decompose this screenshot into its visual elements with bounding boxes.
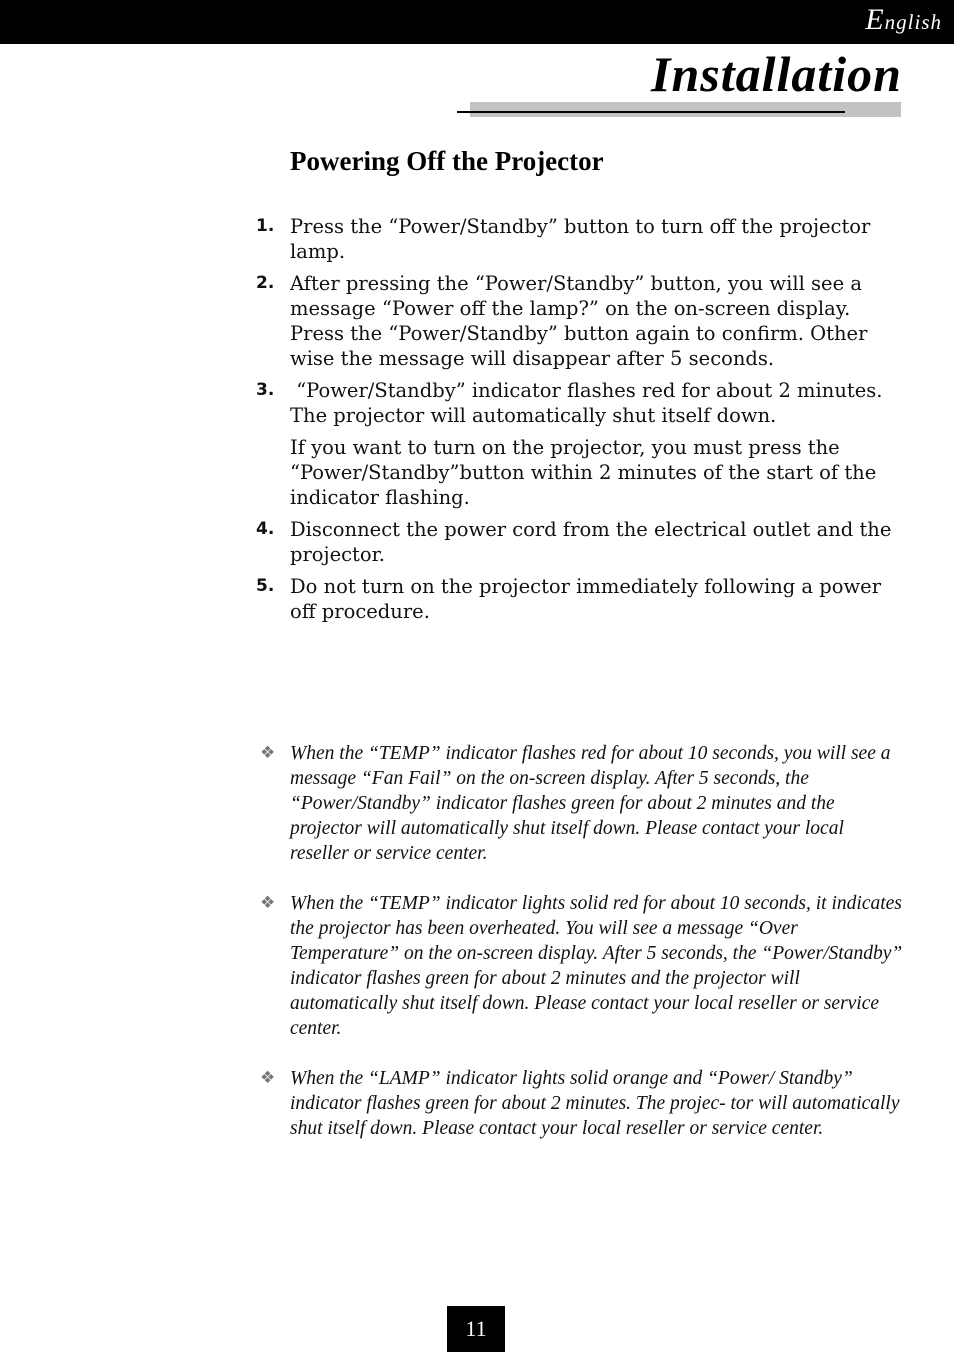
note-item bbox=[256, 891, 904, 1041]
step-text: After pressing the “Power/Standby” button, you will see a message “Power off the lamp?” on the on-screen display. Press the “Power/Standby” button again to confirm. Other wise the message will disappear after 5 seconds. bbox=[290, 272, 868, 370]
step-number: 2. bbox=[256, 273, 275, 293]
step-item bbox=[256, 517, 904, 567]
steps-list bbox=[256, 214, 904, 631]
page-number: 11 bbox=[447, 1306, 505, 1352]
step-text: Disconnect the power cord from the electrical outlet and the projector. bbox=[290, 518, 892, 566]
step-item bbox=[256, 214, 904, 264]
step-text: Press the “Power/Standby” button to turn off the projector lamp. bbox=[290, 215, 871, 263]
step-extra-text: If you want to turn on the projector, you must press the “Power/Standby”button within 2 minutes of the start of the indicator flashing. bbox=[290, 436, 877, 509]
section-title: Installation bbox=[651, 46, 902, 102]
notes-list bbox=[256, 741, 904, 1166]
step-item bbox=[256, 271, 904, 371]
language-initial: E bbox=[865, 3, 885, 36]
step-item bbox=[256, 574, 904, 624]
note-text: When the “TEMP” indicator flashes red for about 10 seconds, you will see a message “Fan Fail” on the on-screen display. After 5 seconds, the “Power/Standby” indicator flashes green for about 2 minutes and the projector will automatically shut itself down. Please contact your local reseller or service center. bbox=[290, 743, 891, 864]
page-heading: Powering Off the Projector bbox=[290, 146, 604, 176]
language-label bbox=[865, 3, 942, 37]
step-item bbox=[256, 378, 904, 510]
language-rest: nglish bbox=[884, 10, 942, 34]
note-text: When the “TEMP” indicator lights solid red for about 10 seconds, it indicates the projector has been overheated. You will see a message “Over Temperature” on the on-screen display. After 5 seconds, the “Power/Standby” indicator flashes green for about 2 minutes and the projector will automatically shut itself down. Please contact your local reseller or service center. bbox=[290, 893, 903, 1039]
step-number: 1. bbox=[256, 216, 275, 236]
diamond-bullet-icon: ❖ bbox=[260, 743, 276, 763]
step-text: Do not turn on the projector immediately following a power off procedure. bbox=[290, 575, 882, 623]
step-number: 4. bbox=[256, 519, 275, 539]
note-item bbox=[256, 741, 904, 866]
header-bar bbox=[0, 0, 954, 44]
title-underline-gray bbox=[470, 102, 901, 117]
note-text: When the “LAMP” indicator lights solid orange and “Power/ Standby” indicator flashes green for about 2 minutes. The projec- tor will automatically shut itself down. Please contact your local reseller or service center. bbox=[290, 1068, 900, 1139]
step-text: “Power/Standby” indicator flashes red for about 2 minutes. The projector will automatically shut itself down. bbox=[290, 379, 889, 427]
title-underline-thin bbox=[457, 111, 845, 113]
note-item bbox=[256, 1066, 904, 1141]
diamond-bullet-icon: ❖ bbox=[260, 1068, 276, 1088]
diamond-bullet-icon: ❖ bbox=[260, 893, 276, 913]
step-number: 3. bbox=[256, 380, 275, 400]
step-number: 5. bbox=[256, 576, 275, 596]
